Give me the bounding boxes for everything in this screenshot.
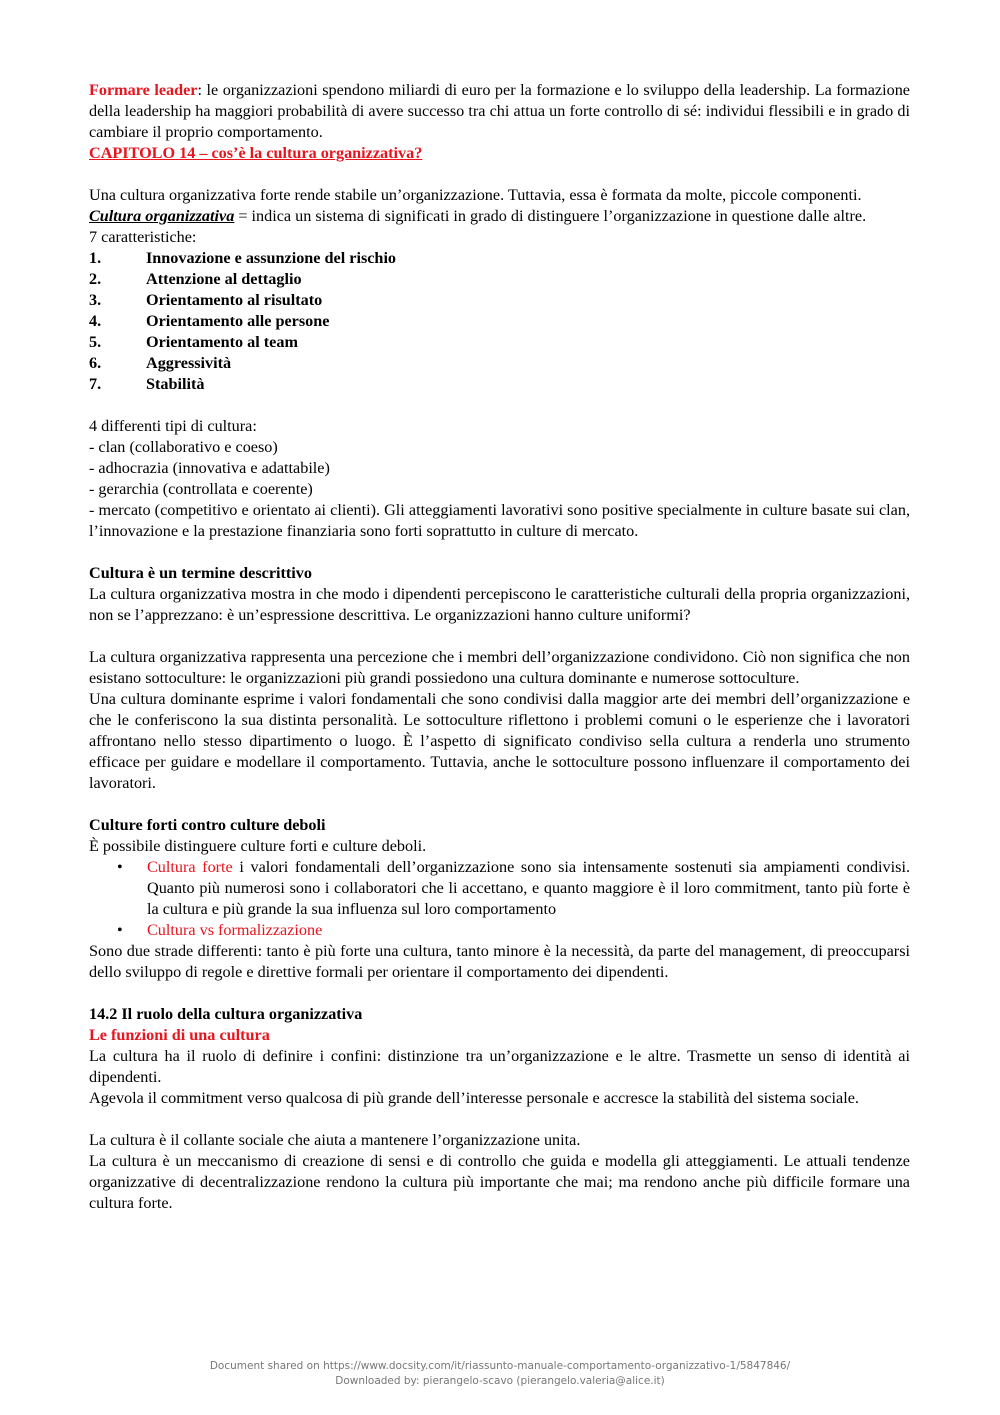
role-subheading: Le funzioni di una cultura <box>89 1026 270 1044</box>
list-item: 7. Stabilità <box>89 375 205 393</box>
strong-weak-list <box>89 857 910 941</box>
bullet-icon: • <box>117 921 123 939</box>
definition-term: Cultura organizzativa <box>89 207 235 225</box>
bullet-text: i valori fondamentali dell’organizzazione sono sia intensamente sostenuti sia ampiamenti condivisi. Quanto più numerosi sono i collaboratori che li accettano, e quanto maggiore è il loro commitment, tanto più forte è la cultura e più grande la sua influenza sul loro comportamento <box>147 858 910 918</box>
definition-paragraph <box>89 206 910 227</box>
lead-text: : le organizzazioni spendono miliardi di euro per la formazione e lo sviluppo della leadership. La formazione della leadership ha maggiori probabilità di avere successo tra chi attua un forte controllo di sé: individui flessibili e in grado di cambiare il proprio comportamento. <box>89 81 910 141</box>
bullet-label: Cultura vs formalizzazione <box>147 921 323 939</box>
type-item: - mercato (competitivo e orientato ai clienti). Gli atteggiamenti lavorativi sono positive specialmente in culture basate sui clan, l’innovazione e la prestazione finanziaria sono forti soprattutto in culture di mercato. <box>89 501 910 540</box>
list-item: 6. Aggressività <box>89 354 232 372</box>
descriptive-paragraph: La cultura organizzativa mostra in che modo i dipendenti percepiscono le caratteristiche culturali della propria organizzazioni, non se l’apprezzano: è un’espressione descrittiva. Le organizzazioni hanno culture uniformi? <box>89 585 910 624</box>
document-page <box>89 80 910 1214</box>
strong-weak-heading: Culture forti contro culture deboli <box>89 816 326 834</box>
bullet-label: Cultura forte <box>147 858 233 876</box>
type-item: - gerarchia (controllata e coerente) <box>89 480 313 498</box>
list-item: 5. Orientamento al team <box>89 333 298 351</box>
bullet-icon: • <box>117 858 123 876</box>
lead-label: Formare leader <box>89 81 198 99</box>
intro-paragraph <box>89 80 910 143</box>
footer-downloaded: Downloaded by: pierangelo-scavo (pierangelo.valeria@alice.it) <box>335 1375 665 1387</box>
role-paragraph: Agevola il commitment verso qualcosa di più grande dell’interesse personale e accresce la stabilità del sistema sociale. <box>89 1089 859 1107</box>
perception-paragraph: La cultura organizzativa rappresenta una percezione che i membri dell’organizzazione condividono. Ciò non significa che non esistano sottoculture: le organizzazioni più grandi possiedono una cultura dominante e numerose sottoculture. <box>89 648 910 687</box>
list-item: 3. Orientamento al risultato <box>89 291 323 309</box>
role-paragraph: La cultura è il collante sociale che aiuta a mantenere l’organizzazione unita. <box>89 1131 581 1149</box>
type-item: - adhocrazia (innovativa e adattabile) <box>89 459 330 477</box>
descriptive-heading: Cultura è un termine descrittivo <box>89 564 312 582</box>
strong-weak-intro: È possibile distinguere culture forti e culture deboli. <box>89 837 427 855</box>
chapter-title[interactable]: CAPITOLO 14 – cos’è la cultura organizzativa? <box>89 144 423 162</box>
characteristics-intro: 7 caratteristiche: <box>89 228 197 246</box>
strong-culture-paragraph: Una cultura organizzativa forte rende stabile un’organizzazione. Tuttavia, essa è formata da molte, piccole componenti. <box>89 186 862 204</box>
list-item: 2. Attenzione al dettaglio <box>89 270 302 288</box>
role-paragraph: La cultura è un meccanismo di creazione di sensi e di controllo che guida e modella gli atteggiamenti. Le attuali tendenze organizzative di decentralizzazione rendono la cultura più importante che mai; ma rendono anche più difficile formare una cultura forte. <box>89 1152 910 1212</box>
role-heading: 14.2 Il ruolo della cultura organizzativa <box>89 1005 363 1023</box>
definition-text: = indica un sistema di significati in grado di distinguere l’organizzazione in questione dalle altre. <box>234 207 867 225</box>
role-paragraph: La cultura ha il ruolo di definire i confini: distinzione tra un’organizzazione e le altre. Trasmette un senso di identità ai dipendenti. <box>89 1047 910 1086</box>
type-item: - clan (collaborativo e coeso) <box>89 438 278 456</box>
list-item <box>89 857 910 920</box>
list-item: 1. Innovazione e assunzione del rischio <box>89 249 397 267</box>
strong-weak-outro: Sono due strade differenti: tanto è più forte una cultura, tanto minore è la necessità, da parte del management, di preoccuparsi dello sviluppo di regole e direttive formali per orientare il comportamento dei dipendenti. <box>89 942 910 981</box>
characteristics-list <box>89 248 910 395</box>
dominant-culture-paragraph: Una cultura dominante esprime i valori fondamentali che sono condivisi dalla maggior arte dei membri dell’organizzazione e che le conferiscono la sua distinta personalità. Le sottoculture riflettono i problemi comuni o le esperienze che i lavoratori affrontano nello stesso dipartimento o luogo. È l’aspetto di significato condiviso sella cultura a renderla uno strumento efficace per guidare e modellare il comportamento. Tuttavia, anche le sottoculture possono influenzare il comportamento dei lavoratori. <box>89 690 910 792</box>
list-item <box>89 920 910 941</box>
footer-shared: Document shared on https://www.docsity.com/it/riassunto-manuale-comportamento-organizzativo-1/5847846/ <box>209 1360 791 1372</box>
list-item: 4. Orientamento alle persone <box>89 312 330 330</box>
types-intro: 4 differenti tipi di cultura: <box>89 417 257 435</box>
